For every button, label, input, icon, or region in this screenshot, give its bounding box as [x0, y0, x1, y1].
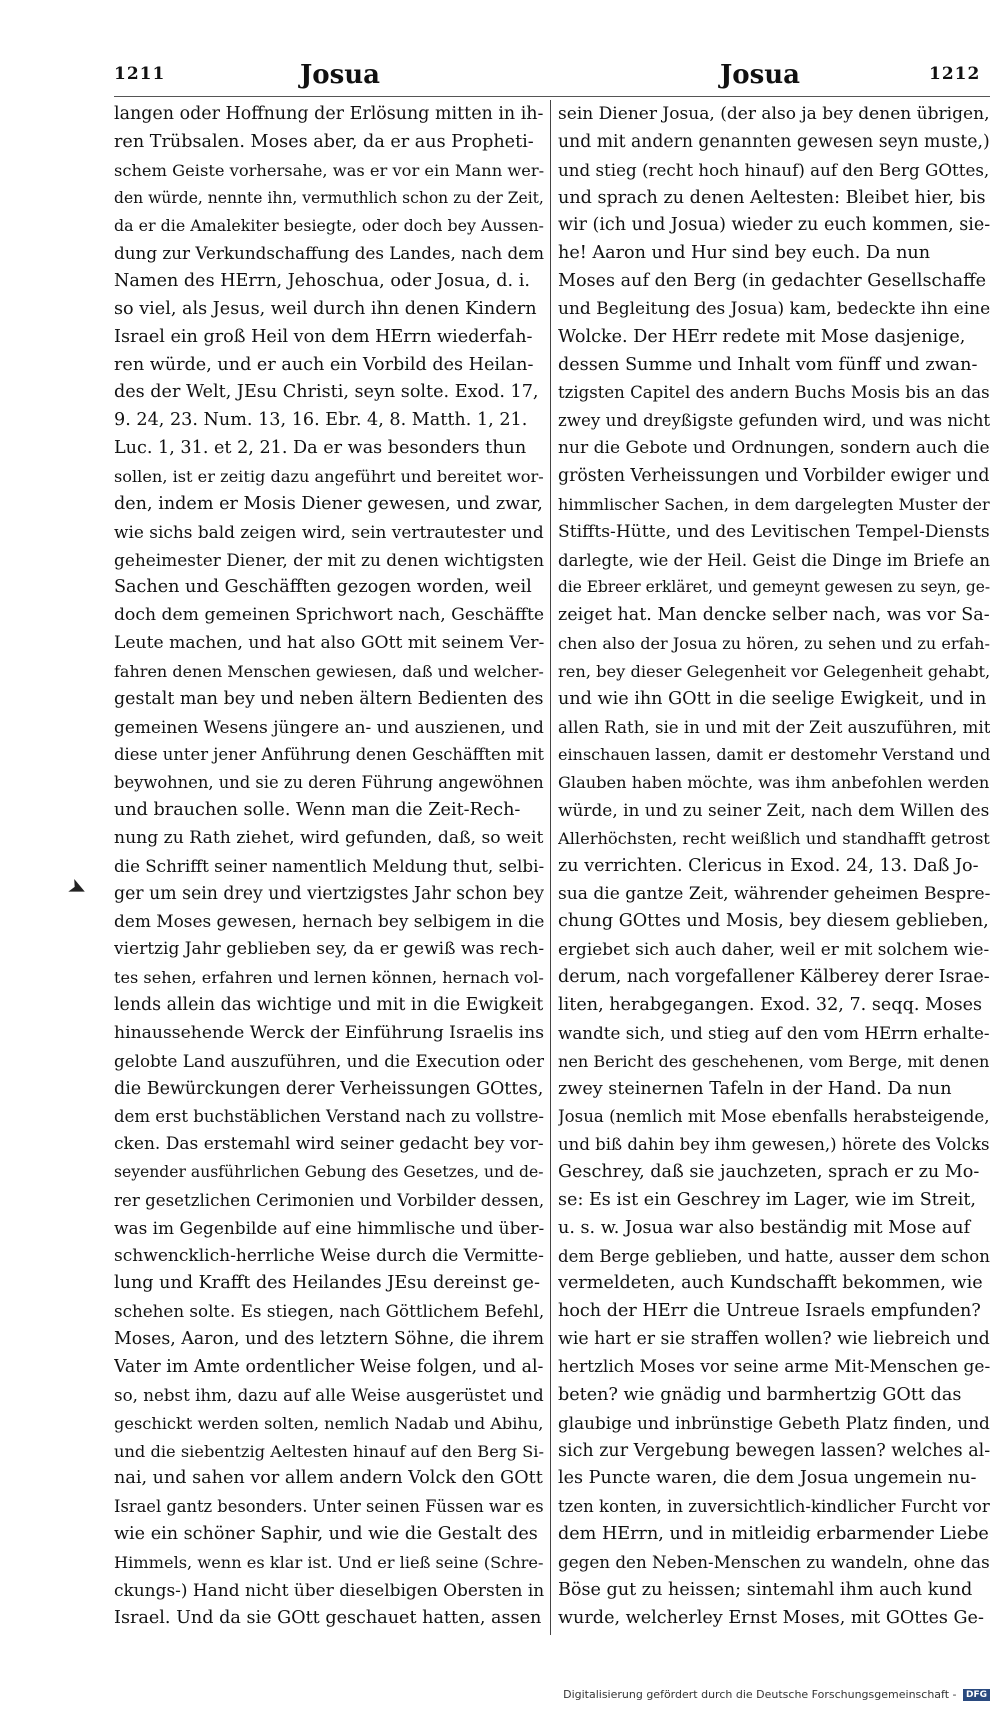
dfg-logo: DFG: [963, 1689, 990, 1701]
page-header: [0, 60, 1000, 94]
text-line: tes sehen, erfahren und lernen können, hernach vol-: [114, 968, 544, 988]
text-line: glaubige und inbrünstige Gebeth Platz finden, und: [558, 1412, 990, 1433]
text-line: Wolcke. Der HErr redete mit Mose dasjenige,: [558, 326, 966, 347]
text-line: Böse gut zu heissen; sintemahl ihm auch kund: [558, 1579, 973, 1600]
text-line: Namen des HErrn, Jehoschua, oder Josua, d. i.: [114, 271, 530, 292]
text-line: schwencklich-herrliche Weise durch die Vermitte-: [114, 1245, 544, 1266]
text-line: himmlischer Sachen, in dem dargelegten Muster der: [558, 494, 990, 514]
text-line: beten? wie gnädig und barmhertzig GOtt das: [558, 1384, 962, 1405]
text-line: Israel gantz besonders. Unter seinen Füssen war es: [114, 1497, 544, 1517]
text-line: zwey steinernen Tafeln in der Hand. Da nun: [558, 1078, 952, 1099]
text-line: und die siebentzig Aeltesten hinauf auf den Berg Si-: [114, 1441, 544, 1461]
text-line: les Puncte waren, die dem Josua ungemein nu-: [558, 1468, 977, 1489]
footer-credit-text: Digitalisierung gefördert durch die Deutsche Forschungsgemeinschaft -: [563, 1688, 957, 1701]
text-line: lung und Krafft des Heilandes JEsu dereinst ge-: [114, 1273, 540, 1294]
text-line: nai, und sahen vor allem andern Volck den GOtt: [114, 1468, 543, 1489]
text-line: u. s. w. Josua war also beständig mit Mose auf: [558, 1217, 971, 1238]
text-line: diese unter jener Anführung denen Geschäfften mit: [114, 745, 544, 765]
text-line: schem Geiste vorhersahe, was er vor ein Mann wer-: [114, 160, 544, 180]
text-line: die Ebreer erkläret, und gemeynt gewesen zu seyn, ge-: [558, 578, 990, 597]
text-line: Geschrey, daß sie jauchzeten, sprach er zu Mo-: [558, 1162, 980, 1183]
text-line: Israel ein groß Heil von dem HErrn wiederfah-: [114, 326, 533, 347]
text-line: wir (ich und Josua) wieder zu euch kommen, sie-: [558, 215, 990, 236]
text-line: viertzig Jahr geblieben sey, da er gewiß was rech-: [114, 939, 544, 960]
text-line: und wie ihn GOtt in die seelige Ewigkeit, und in: [558, 688, 987, 709]
text-line: und mit andern genannten gewesen seyn muste,): [558, 131, 990, 152]
text-line: die Bewürckungen derer Verheissungen GOttes,: [114, 1078, 544, 1099]
text-line: 9. 24, 23. Num. 13, 16. Ebr. 4, 8. Matth. 1, 21.: [114, 410, 528, 431]
text-line: des der Welt, JEsu Christi, seyn solte. Exod. 17,: [114, 382, 539, 403]
text-line: den würde, nennte ihn, vermuthlich schon zu der Zeit,: [114, 188, 544, 207]
text-line: wandte sich, und stieg auf den vom HErrn erhalte-: [558, 1022, 990, 1043]
text-line: beywohnen, und sie zu deren Führung angewöhnen: [114, 773, 544, 793]
text-line: ergiebet sich auch daher, weil er mit solchem wie-: [558, 939, 990, 960]
text-line: gemeinen Wesens jüngere an- und auszienen, und: [114, 716, 544, 737]
text-line: allen Rath, sie in und mit der Zeit auszuführen, mit: [558, 717, 990, 737]
text-line: geschickt werden solten, nemlich Nadab und Abihu,: [114, 1413, 544, 1433]
left-running-title: Josua: [300, 60, 381, 90]
text-line: dung zur Verkundschaffung des Landes, nach dem: [114, 243, 544, 264]
margin-ink-mark: ➤: [63, 873, 91, 904]
column-divider: [550, 100, 551, 1635]
text-line: Leute machen, und hat also GOtt mit seinem Ver-: [114, 633, 544, 654]
text-line: Glauben haben möchte, was ihm anbefohlen werden: [558, 773, 990, 793]
text-line: tzen konten, in zuversichtlich-kindlicher Furcht vor: [558, 1497, 990, 1517]
text-line: vermeldeten, auch Kundschafft bekommen, wie: [558, 1273, 983, 1294]
text-line: gelobte Land auszuführen, und die Execution oder: [114, 1050, 544, 1071]
text-line: ren, bey dieser Gelegenheit vor Gelegenheit gehabt,: [558, 661, 990, 681]
text-line: Israel. Und da sie GOtt geschauet hatten, assen: [114, 1607, 542, 1628]
text-line: würde, in und zu seiner Zeit, nach dem Willen des: [558, 800, 990, 821]
text-line: sich zur Vergebung bewegen lassen? welches al-: [558, 1440, 990, 1461]
text-line: sein Diener Josua, (der also ja bey denen übrigen,: [558, 104, 990, 124]
text-line: wie hart er sie straffen wollen? wie liebreich und: [558, 1329, 990, 1350]
text-line: dem erst buchstäblichen Verstand nach zu vollstre-: [114, 1107, 544, 1127]
text-line: und stieg (recht hoch hinauf) auf den Berg GOttes,: [558, 159, 990, 180]
text-line: einschauen lassen, damit er destomehr Verstand und: [558, 745, 990, 765]
text-line: Luc. 1, 31. et 2, 21. Da er was besonders thun: [114, 438, 527, 459]
text-line: dem Berge geblieben, und hatte, ausser dem schon: [558, 1246, 990, 1266]
text-line: hinaussehende Werck der Einführung Israelis ins: [114, 1022, 544, 1043]
text-line: so, nebst ihm, dazu auf alle Weise ausgerüstet und: [114, 1384, 544, 1405]
text-line: Himmels, wenn es klar ist. Und er ließ seine (Schre-: [114, 1552, 544, 1572]
right-running-title: Josua: [720, 60, 801, 90]
text-line: gestalt man bey und neben ältern Bedienten des: [114, 688, 544, 709]
text-line: Sachen und Geschäfften gezogen worden, weil: [114, 577, 532, 598]
text-line: und Begleitung des Josua) kam, bedeckte ihn eine: [558, 298, 990, 319]
left-text-column: [114, 101, 544, 1631]
left-page-number: 1211: [114, 64, 166, 84]
text-line: hoch der HErr die Untreue Israels empfunden?: [558, 1301, 981, 1322]
text-line: dem Moses gewesen, hernach bey selbigem in die: [114, 911, 544, 932]
text-line: nur die Gebote und Ordnungen, sondern auch die: [558, 438, 990, 459]
text-line: fahren denen Menschen gewiesen, daß und welcher-: [114, 661, 544, 681]
text-line: Stiffts-Hütte, und des Levitischen Tempel-Diensts: [558, 521, 990, 542]
text-line: chung GOttes und Mosis, bey diesem geblieben,: [558, 911, 989, 932]
text-line: seyender ausführlichen Gebung des Gesetzes, und de-: [114, 1163, 544, 1182]
text-line: derum, nach vorgefallener Kälberey derer Israe-: [558, 967, 990, 988]
text-line: den, indem er Mosis Diener gewesen, und zwar,: [114, 493, 543, 514]
header-rule: [114, 96, 990, 97]
text-line: ckungs-) Hand nicht über dieselbigen Obersten in: [114, 1579, 544, 1600]
text-line: sua die gantze Zeit, währender geheimen Bespre-: [558, 883, 990, 904]
text-line: nung zu Rath ziehet, wird gefunden, daß, so weit: [114, 827, 544, 848]
text-line: so viel, als Jesus, weil durch ihn denen Kindern: [114, 298, 537, 319]
text-line: darlegte, wie der Heil. Geist die Dinge im Briefe an: [558, 550, 990, 570]
text-line: geheimester Diener, der mit zu denen wichtigsten: [114, 549, 544, 570]
text-line: grösten Verheissungen und Vorbilder ewiger und: [558, 465, 990, 486]
text-line: ren Trübsalen. Moses aber, da er aus Propheti-: [114, 131, 534, 152]
text-line: dem HErrn, und in mitleidig erbarmender Liebe: [558, 1524, 989, 1545]
text-line: rer gesetzlichen Cerimonien und Vorbilder dessen,: [114, 1190, 544, 1210]
text-line: tzigsten Capitel des andern Buchs Mosis bis an das: [558, 383, 990, 403]
text-line: hertzlich Moses vor seine arme Mit-Menschen ge-: [558, 1356, 990, 1377]
text-line: Moses auf den Berg (in gedachter Gesellschaffe: [558, 271, 987, 292]
text-line: chen also der Josua zu hören, zu sehen und zu erfah-: [558, 634, 990, 654]
text-line: wie sichs bald zeigen wird, sein vertrautester und: [114, 521, 544, 542]
text-line: die Schrifft seiner namentlich Meldung thut, selbi-: [114, 855, 544, 876]
text-line: doch dem gemeinen Sprichwort nach, Geschäffte: [114, 605, 544, 626]
text-line: Moses, Aaron, und des letztern Söhne, die ihrem: [114, 1329, 544, 1350]
text-line: wurde, welcherley Ernst Moses, mit GOttes Ge-: [558, 1607, 984, 1628]
text-line: da er die Amalekiter besiegte, oder doch bey Aussen-: [114, 216, 544, 236]
text-line: gegen den Neben-Menschen zu wandeln, ohne das: [558, 1551, 990, 1572]
text-line: und biß dahin bey ihm gewesen,) hörete des Volcks: [558, 1135, 990, 1155]
text-line: se: Es ist ein Geschrey im Lager, wie im Streit,: [558, 1189, 976, 1210]
text-line: Vater im Amte ordentlicher Weise folgen, und al-: [114, 1356, 544, 1377]
right-text-column: [558, 101, 990, 1631]
text-line: zeiget hat. Man dencke selber nach, was vor Sa-: [558, 605, 990, 626]
text-line: ger um sein drey und viertzigstes Jahr schon bey: [114, 883, 544, 904]
text-line: was im Gegenbilde auf eine himmlische und über-: [114, 1217, 544, 1238]
text-line: dessen Summe und Inhalt vom fünff und zwan-: [558, 354, 978, 375]
text-line: Allerhöchsten, recht weißlich und standhafft getrost: [558, 828, 990, 848]
text-line: und brauchen solle. Wenn man die Zeit-Rech-: [114, 800, 521, 821]
text-line: wie ein schöner Saphir, und wie die Gestalt des: [114, 1524, 538, 1545]
text-line: sollen, ist er zeitig dazu angeführt und bereitet wor-: [114, 466, 544, 486]
text-line: zu verrichten. Clericus in Exod. 24, 13. Daß Jo-: [558, 855, 979, 876]
text-line: schehen solte. Es stiegen, nach Göttlichem Befehl,: [114, 1301, 544, 1322]
text-line: und sprach zu denen Aeltesten: Bleibet hier, bis: [558, 187, 986, 208]
text-line: Josua (nemlich mit Mose ebenfalls herabsteigende,: [558, 1107, 990, 1127]
text-line: cken. Das erstemahl wird seiner gedacht bey vor-: [114, 1134, 544, 1155]
digitization-footer: [560, 1688, 990, 1706]
text-line: he! Aaron und Hur sind bey euch. Da nun: [558, 243, 931, 264]
text-line: ren würde, und er auch ein Vorbild des Heilan-: [114, 354, 534, 375]
text-line: langen oder Hoffnung der Erlösung mitten in ih-: [114, 104, 544, 124]
text-line: liten, herabgegangen. Exod. 32, 7. seqq. Moses: [558, 995, 983, 1015]
text-line: nen Bericht des geschehenen, vom Berge, mit denen: [558, 1051, 990, 1071]
text-line: zwey und dreyßigste gefunden wird, und was nicht: [558, 411, 990, 431]
right-page-number: 1212: [929, 64, 981, 84]
text-line: lends allein das wichtige und mit in die Ewigkeit: [114, 995, 544, 1015]
